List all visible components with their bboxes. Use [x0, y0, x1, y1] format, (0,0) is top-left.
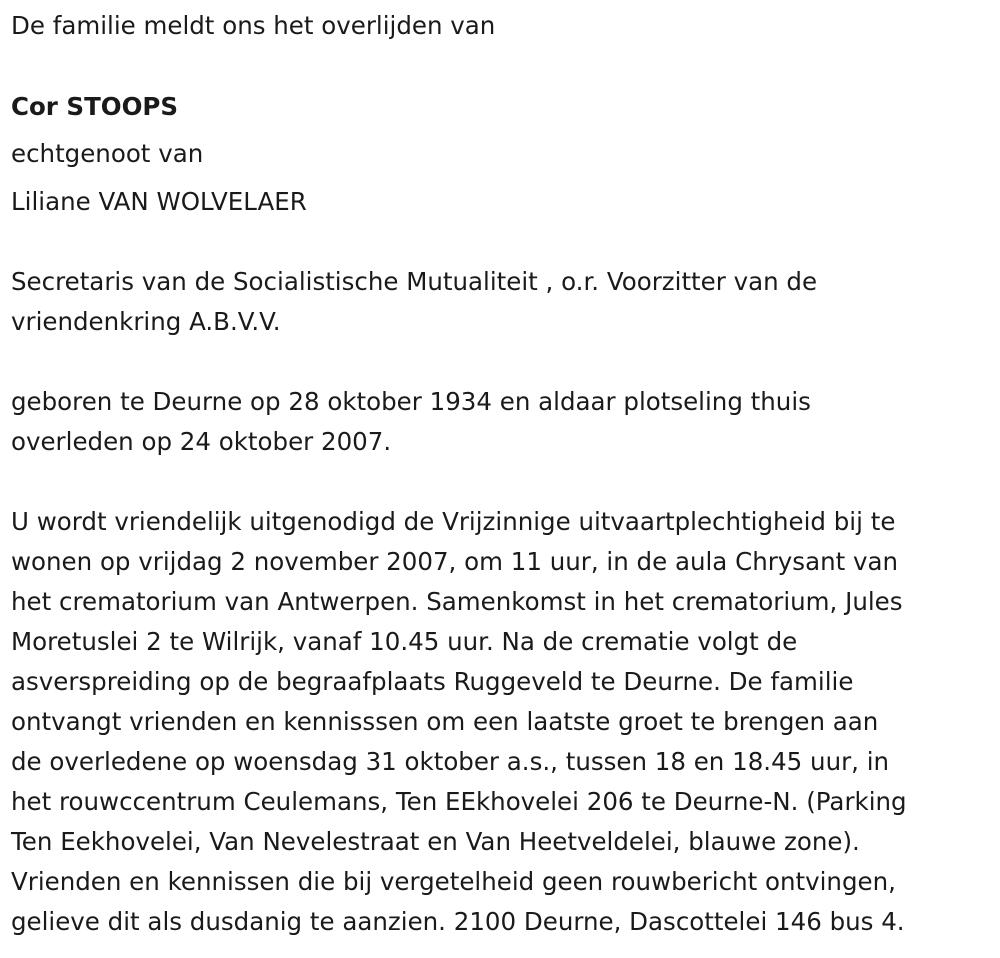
invitation-line: het crematorium van Antwerpen. Samenkomst in het crematorium, Jules [11, 587, 903, 616]
invitation-line: Moretuslei 2 te Wilrijk, vanaf 10.45 uur. Na de crematie volgt de [11, 627, 798, 656]
invitation-line: de overledene op woensdag 31 oktober a.s., tussen 18 en 18.45 uur, in [11, 747, 890, 776]
spouse-name: Liliane VAN WOLVELAER [11, 187, 307, 216]
birth-line: geboren te Deurne op 28 oktober 1934 en aldaar plotseling thuis [11, 387, 811, 416]
invitation-line: asverspreiding op de begraafplaats Ruggeveld te Deurne. De familie [11, 667, 854, 696]
invitation-line: het rouwccentrum Ceulemans, Ten EEkhovelei 206 te Deurne-N. (Parking [11, 787, 907, 816]
invitation-line: Ten Eekhovelei, Van Nevelestraat en Van Heetveldelei, blauwe zone). [11, 827, 860, 856]
invitation-line: U wordt vriendelijk uitgenodigd de Vrijzinnige uitvaartplechtigheid bij te [11, 507, 896, 536]
spouse-relation: echtgenoot van [11, 139, 204, 168]
invitation-line: ontvangt vrienden en kennisssen om een laatste groet te brengen aan [11, 707, 879, 736]
invitation-line: gelieve dit als dusdanig te aanzien. 2100 Deurne, Dascottelei 146 bus 4. [11, 907, 905, 936]
deceased-name: Cor STOOPS [11, 92, 179, 121]
invitation-line: wonen op vrijdag 2 november 2007, om 11 uur, in de aula Chrysant van [11, 547, 899, 576]
role-line: vriendenkring A.B.V.V. [11, 307, 281, 336]
role-line: Secretaris van de Socialistische Mutualiteit , o.r. Voorzitter van de [11, 267, 818, 296]
birth-line: overleden op 24 oktober 2007. [11, 427, 392, 456]
birth-paragraph [11, 382, 996, 462]
role-paragraph [11, 262, 996, 342]
invitation-line: Vrienden en kennissen die bij vergetelheid geen rouwbericht ontvingen, [11, 867, 896, 896]
invitation-paragraph [11, 502, 996, 942]
intro-text: De familie meldt ons het overlijden van [11, 11, 496, 40]
